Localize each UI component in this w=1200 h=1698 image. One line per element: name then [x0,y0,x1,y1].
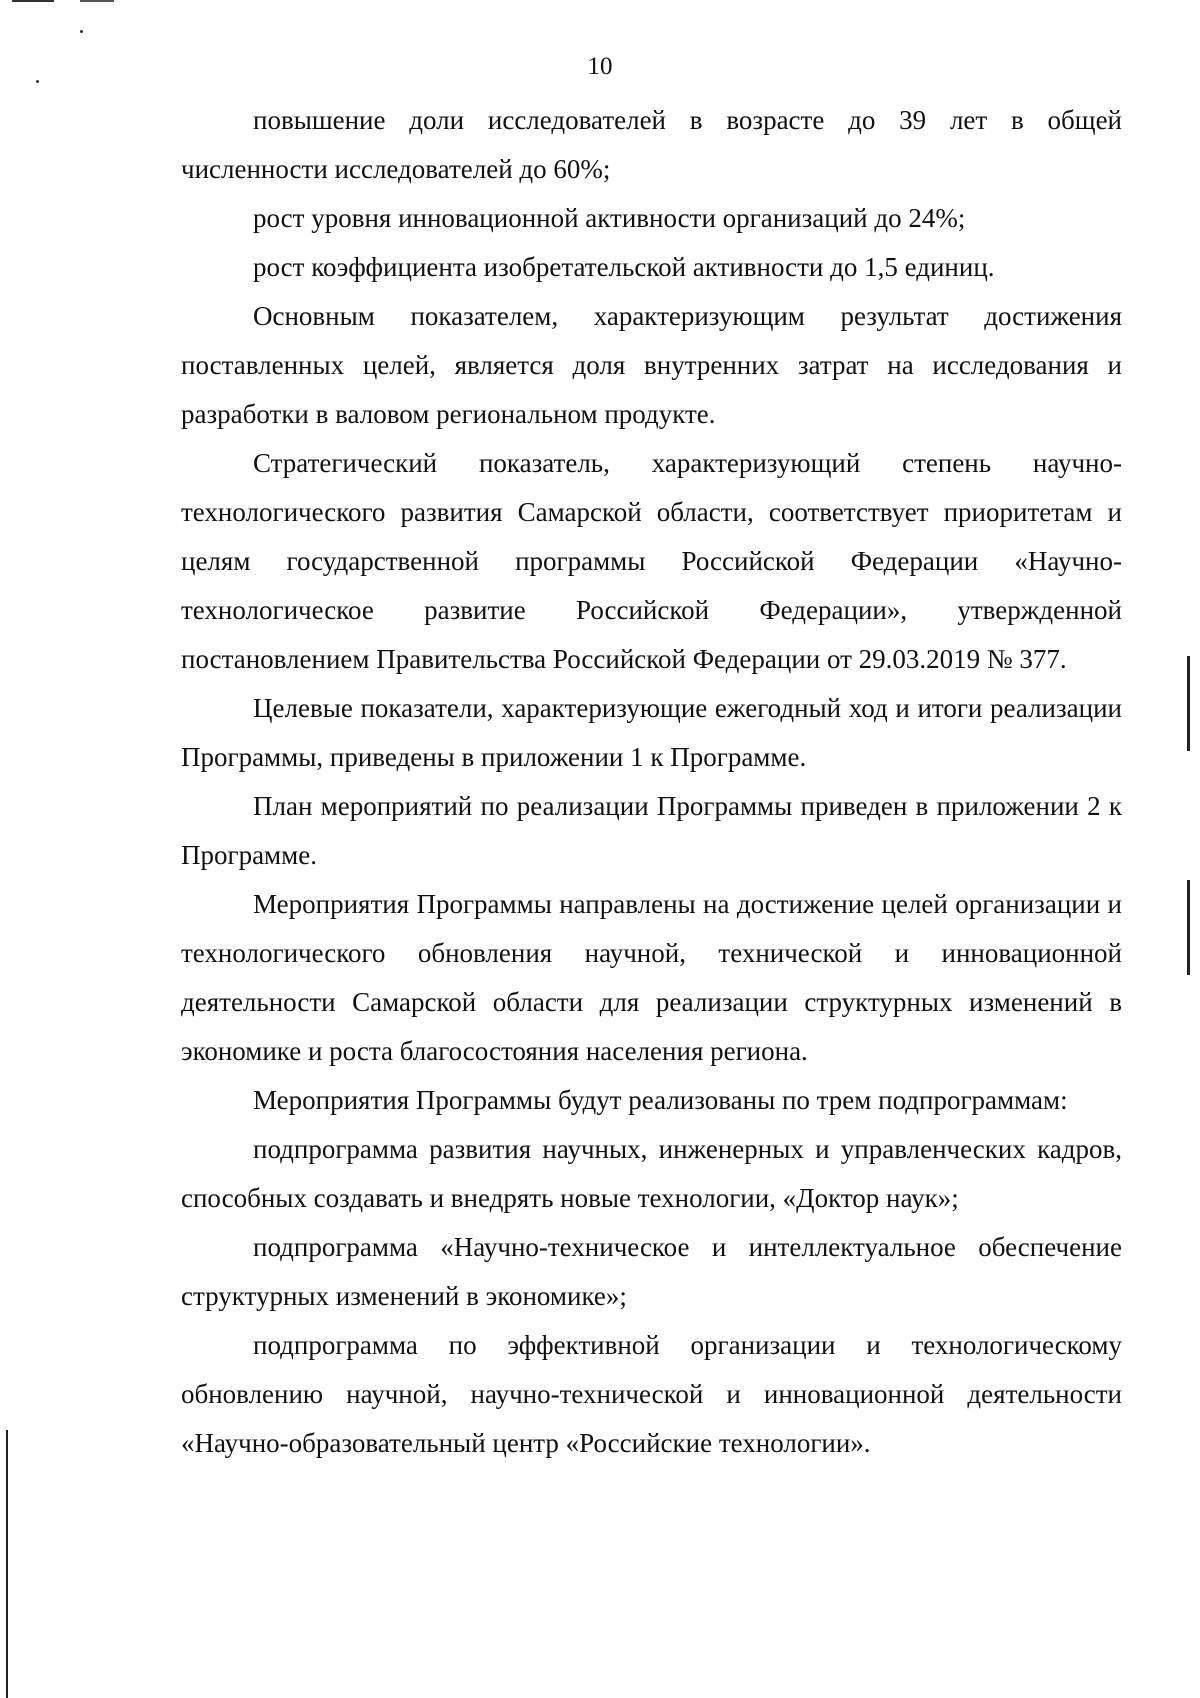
paragraph-innovation-activity: рост уровня инновационной активности организаций до 24%; [253,203,966,233]
paragraph-subprogram-doctor-nauk: подпрограмма развития научных, инженерных и управленческих кадров, способных создавать и внедрять новые технологии, «Доктор наук»; [181,1134,1122,1213]
page-number: 10 [587,53,613,80]
paragraph-inventive-activity: рост коэффициента изобретательской активности до 1,5 единиц. [253,252,995,282]
paragraph-strategic-indicator: Стратегический показатель, характеризующий степень научно-технологического развития Самарской области, соответствует приоритетам и целям государственной программы Российской Федерации «Научно-технологическое развитие Российской Федерации», утвержденной постановлением Правительства Российской Федерации от 29.03.2019 № 377. [181,448,1122,674]
paragraph-subprogram-scientific-support: подпрограмма «Научно-техническое и интеллектуальное обеспечение структурных изменений в экономике»; [181,1232,1122,1311]
paragraph-action-plan: План мероприятий по реализации Программы приведен в приложении 2 к Программе. [181,791,1122,870]
paragraph-program-measures: Мероприятия Программы направлены на достижение целей организации и технологического обновления научной, технической и инновационной деятельности Самарской области для реализации структурных изменений в экономике и роста благосостояния населения региона. [181,889,1122,1066]
paragraph-subprograms-intro: Мероприятия Программы будут реализованы по трем подпрограммам: [253,1085,1068,1115]
scan-artifact [12,0,54,2]
paragraph-main-indicator: Основным показателем, характеризующим результат достижения поставленных целей, является доля внутренних затрат на исследования и разработки в валовом региональном продукте. [181,301,1122,429]
scan-edge-line [1187,880,1190,975]
paragraph-researchers-share: повышение доли исследователей в возрасте до 39 лет в общей численности исследователей до 60%; [181,105,1122,184]
scan-artifact [80,0,114,2]
scan-edge-line [1187,656,1190,751]
paragraph-subprogram-education-center: подпрограмма по эффективной организации и технологическому обновлению научной, научно-технической и инновационной деятельности «Научно-образовательный центр «Российские технологии». [181,1330,1122,1458]
scan-edge-line [6,1430,8,1698]
document-body [181,96,1122,1468]
paragraph-target-indicators: Целевые показатели, характеризующие ежегодный ход и итоги реализации Программы, приведены в приложении 1 к Программе. [181,693,1122,772]
scan-artifact [80,30,83,33]
